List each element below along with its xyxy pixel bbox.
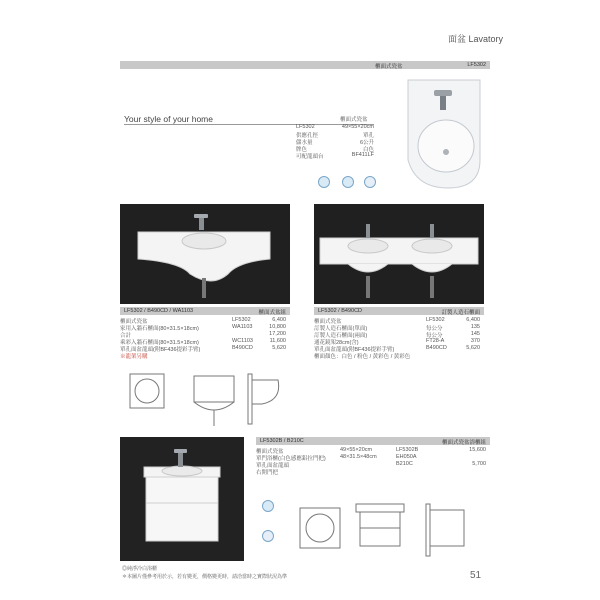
- cell-price: 6,400: [466, 317, 480, 323]
- section1-bar: [120, 61, 490, 69]
- cell-item: 右開門把: [256, 470, 279, 476]
- spec-value: 6公升: [359, 140, 374, 146]
- spec-row: [296, 131, 374, 138]
- tagline: Your style of your home: [124, 114, 213, 124]
- table-row: [120, 317, 286, 324]
- table-row: [314, 324, 480, 331]
- spec-label: 儲水量: [296, 140, 313, 146]
- cell-size: 48×31.5×48cm: [340, 454, 377, 460]
- cell-item: 單孔面盆龍頭(附BF436提彩手臂): [314, 347, 395, 353]
- spec-row: [296, 145, 374, 152]
- cell-item: 通花鏡架28cm(含): [314, 340, 359, 346]
- section3-table: [256, 447, 486, 475]
- cell-item: 櫃面顏色：白色 / 粉色 / 黃彩色 / 黃彩色: [314, 354, 411, 360]
- table-row: [314, 331, 480, 338]
- cell-item: 訂製人造石櫃面(兩面): [314, 333, 368, 339]
- cell-item: 單孔面盆龍頭(附BF436提彩手臂): [120, 347, 201, 353]
- cell-code: 每公分: [426, 326, 443, 332]
- table-row: [120, 338, 286, 345]
- cell-item: 訂製人造石櫃面(單面): [314, 326, 368, 332]
- certification-icon: [364, 176, 376, 188]
- section2-left-bar-label: LF5302 / B490CD / WA1103: [124, 308, 194, 314]
- cell-code: EH050A: [396, 454, 417, 460]
- table-row: [120, 324, 286, 331]
- section2-right-bar-label: LF5302 / B490CD: [318, 308, 363, 314]
- cell-item: 櫃面式瓷盆: [314, 319, 342, 325]
- spec-label: 供應孔徑: [296, 133, 319, 139]
- cell-code: LF5302B: [396, 447, 419, 453]
- cell-price: 135: [470, 324, 480, 330]
- certification-icon: [262, 530, 274, 542]
- table-row: [120, 331, 286, 338]
- section2-left-bar-right: 櫃面式盆組: [258, 310, 286, 316]
- table-row: [314, 352, 480, 359]
- antibacterial-icon: [342, 176, 354, 188]
- spec-list: [296, 124, 374, 159]
- cell-item: 乘彩入牆石櫃面(80×31.5×18cm): [120, 340, 199, 346]
- section2-left-table: [120, 317, 286, 359]
- page-number: 51: [470, 570, 482, 581]
- cell-code: WA1103: [232, 324, 253, 330]
- water-saving-icon: [318, 176, 330, 188]
- table-row: [256, 447, 486, 454]
- cell-code: WC1103: [232, 338, 253, 344]
- spec-row: [296, 138, 374, 145]
- page-header-title: 面盆 Lavatory: [448, 34, 504, 44]
- cell-item: 家用入牆石櫃面(80×31.5×18cm): [120, 326, 199, 332]
- section1-bar-label: 櫃面式瓷盆: [375, 64, 403, 70]
- cell-item: 合計: [120, 333, 132, 339]
- cell-code: B490CD: [232, 345, 253, 351]
- cell-price: 15,600: [469, 447, 486, 453]
- cell-price: 370: [470, 338, 480, 344]
- cell-price: 17,200: [269, 331, 286, 337]
- cell-code: FT28-A: [426, 338, 445, 344]
- cell-code: B490CD: [426, 345, 447, 351]
- cell-price: 145: [470, 331, 480, 337]
- product-photo-basin: [380, 70, 490, 192]
- cell-price: 5,620: [466, 345, 480, 351]
- cell-price: 6,400: [272, 317, 286, 323]
- cell-item: 單孔面盆龍頭: [256, 463, 290, 469]
- table-row: [314, 317, 480, 324]
- footer-line-1: ◎純淨冷白浴櫃: [122, 566, 158, 572]
- section2-right-bar: [314, 307, 484, 315]
- table-row: [256, 454, 486, 461]
- section1-bar-code: LF5302: [467, 62, 486, 68]
- technical-drawing-right: [244, 366, 292, 432]
- table-row: [314, 345, 480, 352]
- spec-label: 可配龍頭台: [296, 154, 324, 160]
- note: [120, 352, 286, 359]
- table-row: [256, 461, 486, 468]
- section2-left-bar: [120, 307, 290, 315]
- spec-label: LF5302: [296, 124, 315, 130]
- spec-value: 白色: [362, 147, 374, 153]
- section3-bar: [256, 437, 490, 445]
- cell-price: 11,600: [269, 338, 286, 344]
- section3-bar-right: 櫃面式瓷盆浴櫃組: [441, 440, 486, 446]
- spec-row: [296, 124, 374, 131]
- cell-price: 10,800: [269, 324, 286, 330]
- spec-value: 單孔: [362, 133, 374, 139]
- table-row: [120, 345, 286, 352]
- spec-row: [296, 152, 374, 159]
- cell-code: LF5302: [232, 317, 251, 323]
- cell-price: 5,700: [472, 461, 486, 467]
- product-photo-basin-cabinet: [120, 437, 244, 561]
- spec-label: 牌色: [296, 147, 308, 153]
- spec-title: 櫃面式瓷盆: [340, 117, 368, 123]
- cell-item: 櫃面式瓷盆: [120, 319, 148, 325]
- water-saving-icon: [262, 500, 274, 512]
- cell-code: LF5302: [426, 317, 445, 323]
- cell-item: 單門浴櫃(白色感應鋁拉門把): [256, 456, 326, 462]
- note-text: ※龍架另購: [120, 354, 148, 360]
- cell-size: 49×55×20cm: [340, 447, 373, 453]
- cell-code: 每公分: [426, 333, 443, 339]
- footer-line-2: ＊本圖片僅參考用於示，若有變更，價格變更時，請洽當時之實際狀況為準: [122, 574, 288, 580]
- section2-right-table: [314, 317, 480, 359]
- cell-code: B210C: [396, 461, 413, 467]
- cell-item: 櫃面式瓷盆: [256, 449, 284, 455]
- table-row: [314, 338, 480, 345]
- product-photo-single-basin-counter: [120, 204, 290, 304]
- product-photo-double-basin-counter: [314, 204, 484, 304]
- section2-right-bar-right: 訂製人造石櫃面: [441, 310, 480, 316]
- spec-value: 49×55×20cm: [341, 124, 374, 130]
- table-row: [256, 468, 486, 475]
- cell-price: 5,620: [272, 345, 286, 351]
- spec-value: BF411LF: [351, 152, 374, 158]
- section3-bar-label: LF5302B / B210C: [260, 438, 304, 444]
- technical-drawing-cabinet: [296, 500, 486, 562]
